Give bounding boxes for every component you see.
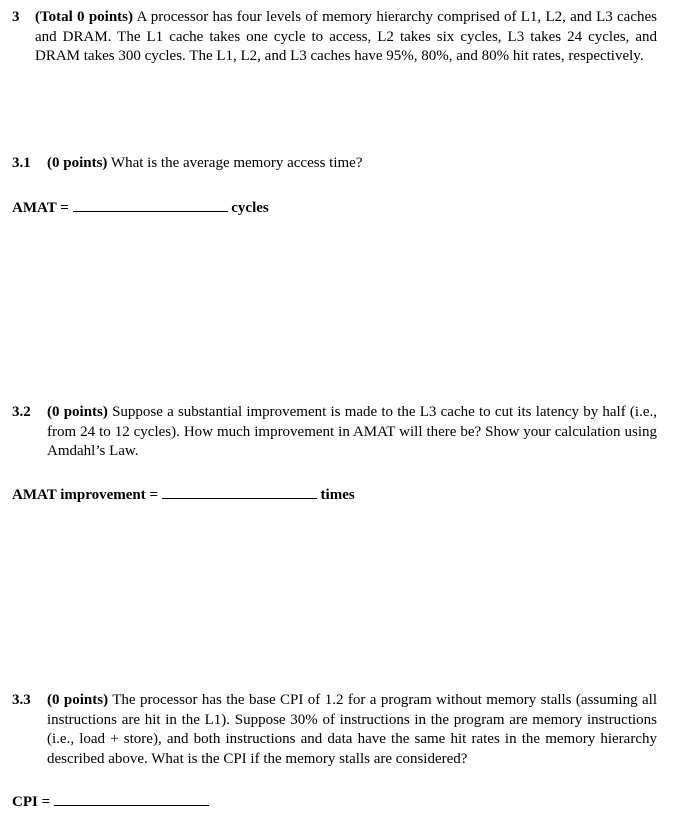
q1-answer-line [12, 199, 269, 218]
q3-text: The processor has the base CPI of 1.2 for a program without memory stalls (assuming all instructions are hit in the L1). Suppose 30% of instructions in the program are memory instructions (i.e., load + store), and both instructions and data have the same hit rates in the memory hierarchy described above. What is the CPI if the memory stalls are considered? [47, 692, 657, 767]
q3-answer-blank[interactable] [54, 793, 209, 806]
problem-number: 3 [12, 9, 20, 25]
q3-points: (0 points) [47, 692, 109, 708]
q2-points: (0 points) [47, 404, 108, 420]
q2-number: 3.2 [12, 404, 31, 420]
q3-number: 3.3 [12, 692, 31, 708]
q1-points: (0 points) [47, 155, 108, 171]
q1-number: 3.1 [12, 155, 31, 171]
q1-answer-unit: cycles [231, 200, 269, 216]
q2-answer-label: AMAT improvement = [12, 487, 159, 503]
q2-statement [47, 403, 657, 462]
q2-text: Suppose a substantial improvement is made to the L3 cache to cut its latency by half (i.e., from 24 to 12 cycles). How much improvement in AMAT will there be? Show your calculation using Amdahl’s Law. [47, 404, 657, 459]
q1-statement [47, 154, 657, 174]
q1-answer-blank[interactable] [73, 199, 228, 212]
problem-statement [35, 8, 657, 67]
q2-answer-blank[interactable] [162, 486, 317, 499]
problem-text: A processor has four levels of memory hierarchy comprised of L1, L2, and L3 caches and DRAM. The L1 cache takes one cycle to access, L2 takes six cycles, L3 takes 24 cycles, and DRAM takes 300 cycles. The L1, L2, and L3 caches have 95%, 80%, and 80% hit rates, respectively. [35, 9, 657, 64]
q3-answer-label: CPI = [12, 794, 51, 810]
q1-text: What is the average memory access time? [110, 155, 363, 171]
problem-points: (Total 0 points) [35, 9, 134, 25]
q2-answer-line [12, 486, 355, 505]
q1-answer-label: AMAT = [12, 200, 69, 216]
q3-statement [47, 691, 657, 769]
q2-answer-unit: times [320, 487, 355, 503]
q3-answer-line [12, 793, 209, 812]
